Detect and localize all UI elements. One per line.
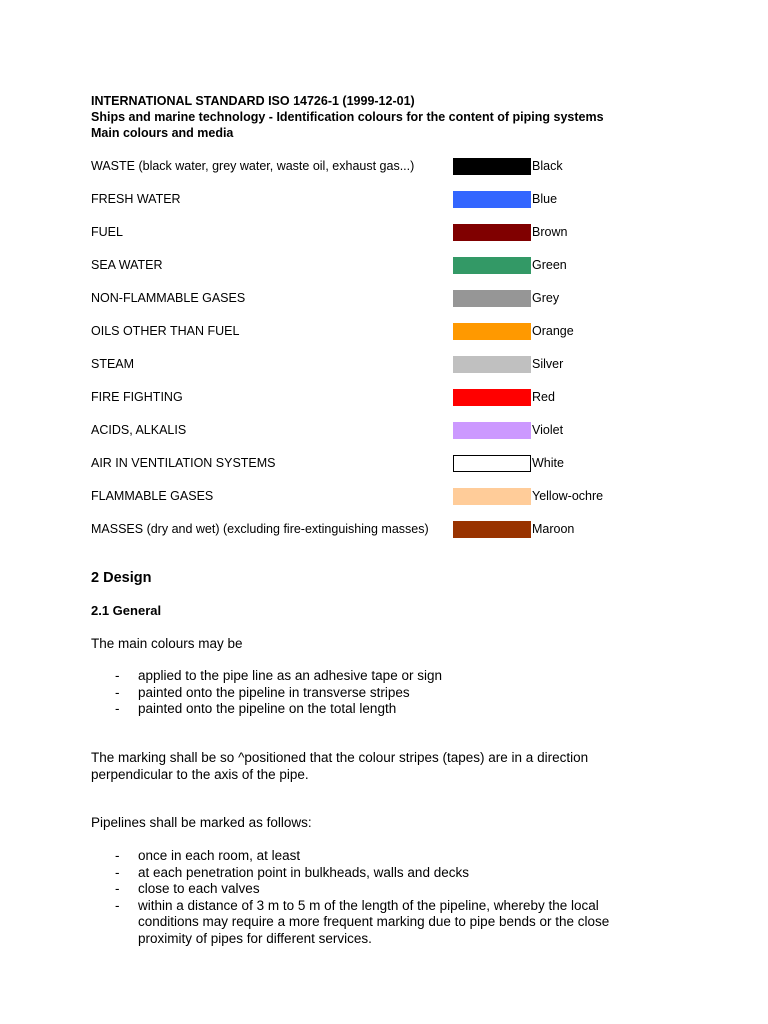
- colour-table-row: [91, 485, 731, 518]
- colour-name: Green: [532, 258, 567, 272]
- marking-intro: Pipelines shall be marked as follows:: [91, 815, 312, 830]
- application-list: [91, 668, 651, 718]
- colour-table-row: [91, 221, 731, 254]
- colour-swatch: [453, 488, 531, 505]
- colour-swatch: [453, 257, 531, 274]
- medium-label: OILS OTHER THAN FUEL: [91, 324, 240, 338]
- colour-name: Red: [532, 390, 555, 404]
- medium-label: MASSES (dry and wet) (excluding fire-extinguishing masses): [91, 522, 429, 536]
- standard-title: INTERNATIONAL STANDARD ISO 14726-1 (1999-12-01): [91, 94, 415, 108]
- list-item: - within a distance of 3 m to 5 m of the length of the pipeline, whereby the local conditions may require a more frequent marking due to pipe bends or the close proximity of pipes for different services.: [115, 897, 610, 946]
- colour-swatch: [453, 191, 531, 208]
- list-item: - close to each valves: [115, 881, 260, 896]
- colour-table-row: [91, 419, 731, 452]
- colour-swatch: [453, 455, 531, 472]
- colour-swatch: [453, 224, 531, 241]
- colour-swatch: [453, 422, 531, 439]
- colour-name: Maroon: [532, 522, 575, 536]
- medium-label: FIRE FIGHTING: [91, 390, 183, 404]
- subsection-heading: 2.1 General: [91, 603, 162, 618]
- medium-label: WASTE (black water, grey water, waste oil, exhaust gas...): [91, 159, 415, 173]
- colour-swatch: [453, 158, 531, 175]
- colour-table-row: [91, 188, 731, 221]
- colour-table-row: [91, 452, 731, 485]
- section-heading: 2 Design: [91, 570, 152, 586]
- colour-name: Silver: [532, 357, 564, 371]
- medium-label: FUEL: [91, 225, 123, 239]
- document-header: [91, 93, 604, 141]
- colour-table-row: [91, 287, 731, 320]
- list-item: - at each penetration point in bulkheads, walls and decks: [115, 864, 469, 880]
- colour-name: Brown: [532, 225, 568, 239]
- medium-label: STEAM: [91, 357, 135, 371]
- colour-name: Black: [532, 159, 563, 173]
- colour-name: Orange: [532, 324, 574, 338]
- colour-swatch: [453, 323, 531, 340]
- list-item: - once in each room, at least: [115, 848, 301, 863]
- colour-table-row: [91, 320, 731, 353]
- colour-name: White: [532, 456, 564, 470]
- colour-name: Blue: [532, 192, 558, 206]
- list-item: - painted onto the pipeline on the total length: [115, 701, 397, 716]
- colour-swatch: [453, 521, 531, 538]
- medium-label: FRESH WATER: [91, 192, 181, 206]
- colour-table-row: [91, 353, 731, 386]
- colour-name: Violet: [532, 423, 564, 437]
- standard-section-title: Main colours and media: [91, 126, 234, 140]
- medium-label: AIR IN VENTILATION SYSTEMS: [91, 456, 276, 470]
- positioning-paragraph: The marking shall be so ^positioned that the colour stripes (tapes) are in a direction perpendicular to the axis of the pipe.: [91, 750, 589, 782]
- intro-paragraph: The main colours may be: [91, 636, 243, 651]
- medium-label: ACIDS, ALKALIS: [91, 423, 187, 437]
- medium-label: NON-FLAMMABLE GASES: [91, 291, 246, 305]
- colour-table: [91, 155, 731, 551]
- colour-swatch: [453, 290, 531, 307]
- medium-label: SEA WATER: [91, 258, 163, 272]
- colour-table-row: [91, 254, 731, 287]
- colour-table-row: [91, 518, 731, 551]
- standard-subtitle: Ships and marine technology - Identification colours for the content of piping systems: [91, 110, 604, 124]
- colour-table-row: [91, 386, 731, 419]
- colour-table-row: [91, 155, 731, 188]
- marking-list: [91, 848, 651, 947]
- colour-name: Grey: [532, 291, 560, 305]
- medium-label: FLAMMABLE GASES: [91, 489, 214, 503]
- colour-swatch: [453, 356, 531, 373]
- colour-swatch: [453, 389, 531, 406]
- list-item: - applied to the pipe line as an adhesive tape or sign: [115, 668, 442, 683]
- colour-name: Yellow-ochre: [532, 489, 604, 503]
- list-item: - painted onto the pipeline in transverse stripes: [115, 684, 410, 700]
